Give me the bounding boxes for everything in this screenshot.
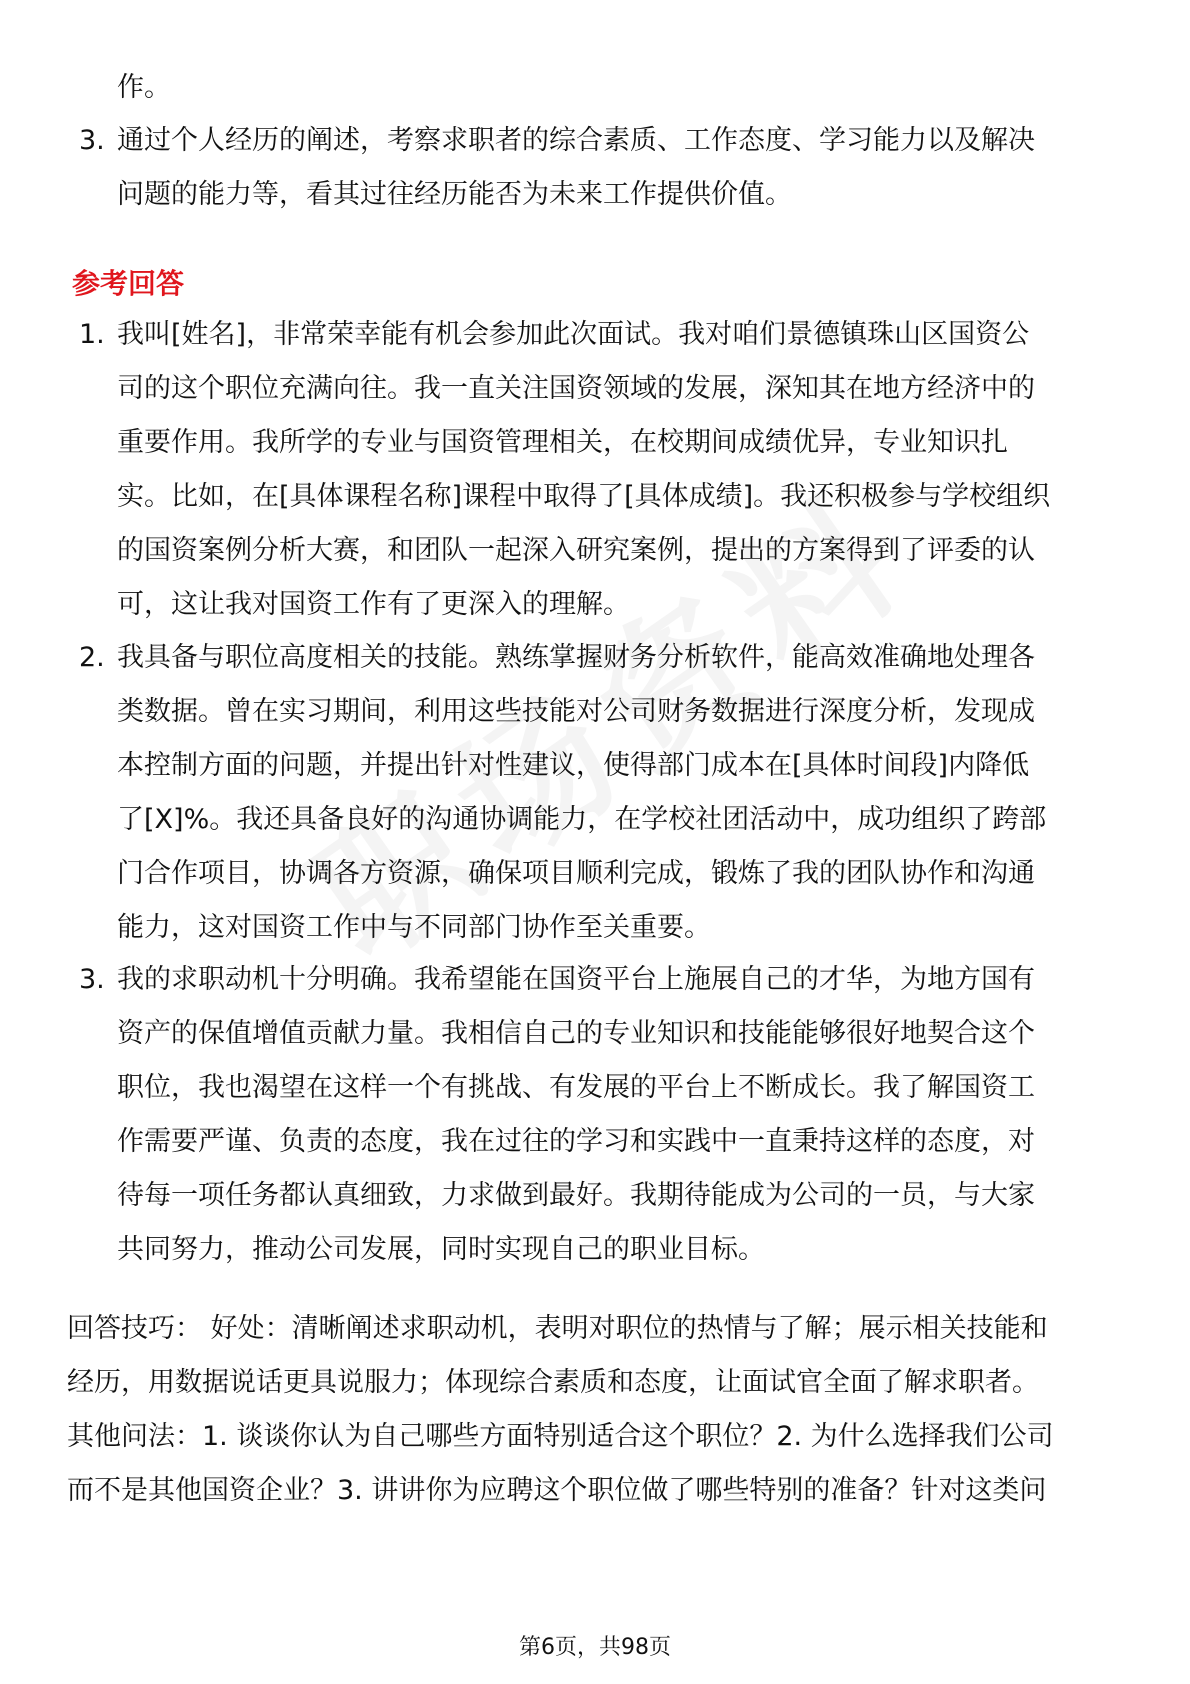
answer-line: 类数据。曾在实习期间，利用这些技能对公司财务数据进行深度分析，发现成	[117, 696, 1035, 727]
answer-line: 职位，我也渴望在这样一个有挑战、有发展的平台上不断成长。我了解国资工	[117, 1072, 1035, 1103]
answer-line: 我叫[姓名]，非常荣幸能有机会参加此次面试。我对咱们景德镇珠山区国资公	[117, 319, 1030, 350]
tips-line: 经历，用数据说话更具说服力；体现综合素质和态度，让面试官全面了解求职者。	[67, 1367, 1039, 1398]
tips-line: 回答技巧： 好处：清晰阐述求职动机，表明对职位的热情与了解；展示相关技能和	[67, 1313, 1048, 1344]
answer-line: 资产的保值增值贡献力量。我相信自己的专业知识和技能能够很好地契合这个	[117, 1018, 1035, 1049]
tips-line: 而不是其他国资企业？3. 讲讲你为应聘这个职位做了哪些特别的准备？针对这类问	[67, 1475, 1047, 1506]
answer-line: 重要作用。我所学的专业与国资管理相关，在校期间成绩优异，专业知识扎	[117, 427, 1008, 458]
answer-line: 的国资案例分析大赛，和团队一起深入研究案例，提出的方案得到了评委的认	[117, 535, 1035, 566]
answer-number: 3.	[79, 964, 105, 995]
answer-line: 实。比如，在[具体课程名称]课程中取得了[具体成绩]。我还积极参与学校组织	[117, 481, 1051, 512]
intro-item-line: 通过个人经历的阐述，考察求职者的综合素质、工作态度、学习能力以及解决	[117, 125, 1035, 156]
answer-line: 我的求职动机十分明确。我希望能在国资平台上施展自己的才华，为地方国有	[117, 964, 1035, 995]
answer-line: 能力，这对国资工作中与不同部门协作至关重要。	[117, 912, 711, 943]
answer-line: 共同努力，推动公司发展，同时实现自己的职业目标。	[117, 1234, 765, 1265]
intro-prev-line: 作。	[117, 72, 171, 103]
answer-line: 我具备与职位高度相关的技能。熟练掌握财务分析软件，能高效准确地处理各	[117, 642, 1035, 673]
answer-line: 作需要严谨、负责的态度，我在过往的学习和实践中一直秉持这样的态度，对	[117, 1126, 1035, 1157]
tips-line: 其他问法：1. 谈谈你认为自己哪些方面特别适合这个职位？2. 为什么选择我们公司	[67, 1421, 1054, 1452]
answer-line: 待每一项任务都认真细致，力求做到最好。我期待能成为公司的一员，与大家	[117, 1180, 1035, 1211]
intro-item-line: 问题的能力等，看其过往经历能否为未来工作提供价值。	[117, 179, 792, 210]
answer-line: 可，这让我对国资工作有了更深入的理解。	[117, 589, 630, 620]
answer-line: 了[X]%。我还具备良好的沟通协调能力，在学校社团活动中，成功组织了跨部	[117, 804, 1047, 835]
section-title: 参考回答	[72, 267, 185, 300]
answer-line: 门合作项目，协调各方资源，确保项目顺利完成，锻炼了我的团队协作和沟通	[117, 858, 1035, 889]
answer-line: 本控制方面的问题，并提出针对性建议，使得部门成本在[具体时间段]内降低	[117, 750, 1030, 781]
answer-number: 1.	[79, 319, 105, 350]
intro-item-number: 3.	[79, 125, 105, 156]
page-footer: 第6页，共98页	[519, 1635, 671, 1660]
answer-line: 司的这个职位充满向往。我一直关注国资领域的发展，深知其在地方经济中的	[117, 373, 1035, 404]
answer-number: 2.	[79, 642, 105, 673]
